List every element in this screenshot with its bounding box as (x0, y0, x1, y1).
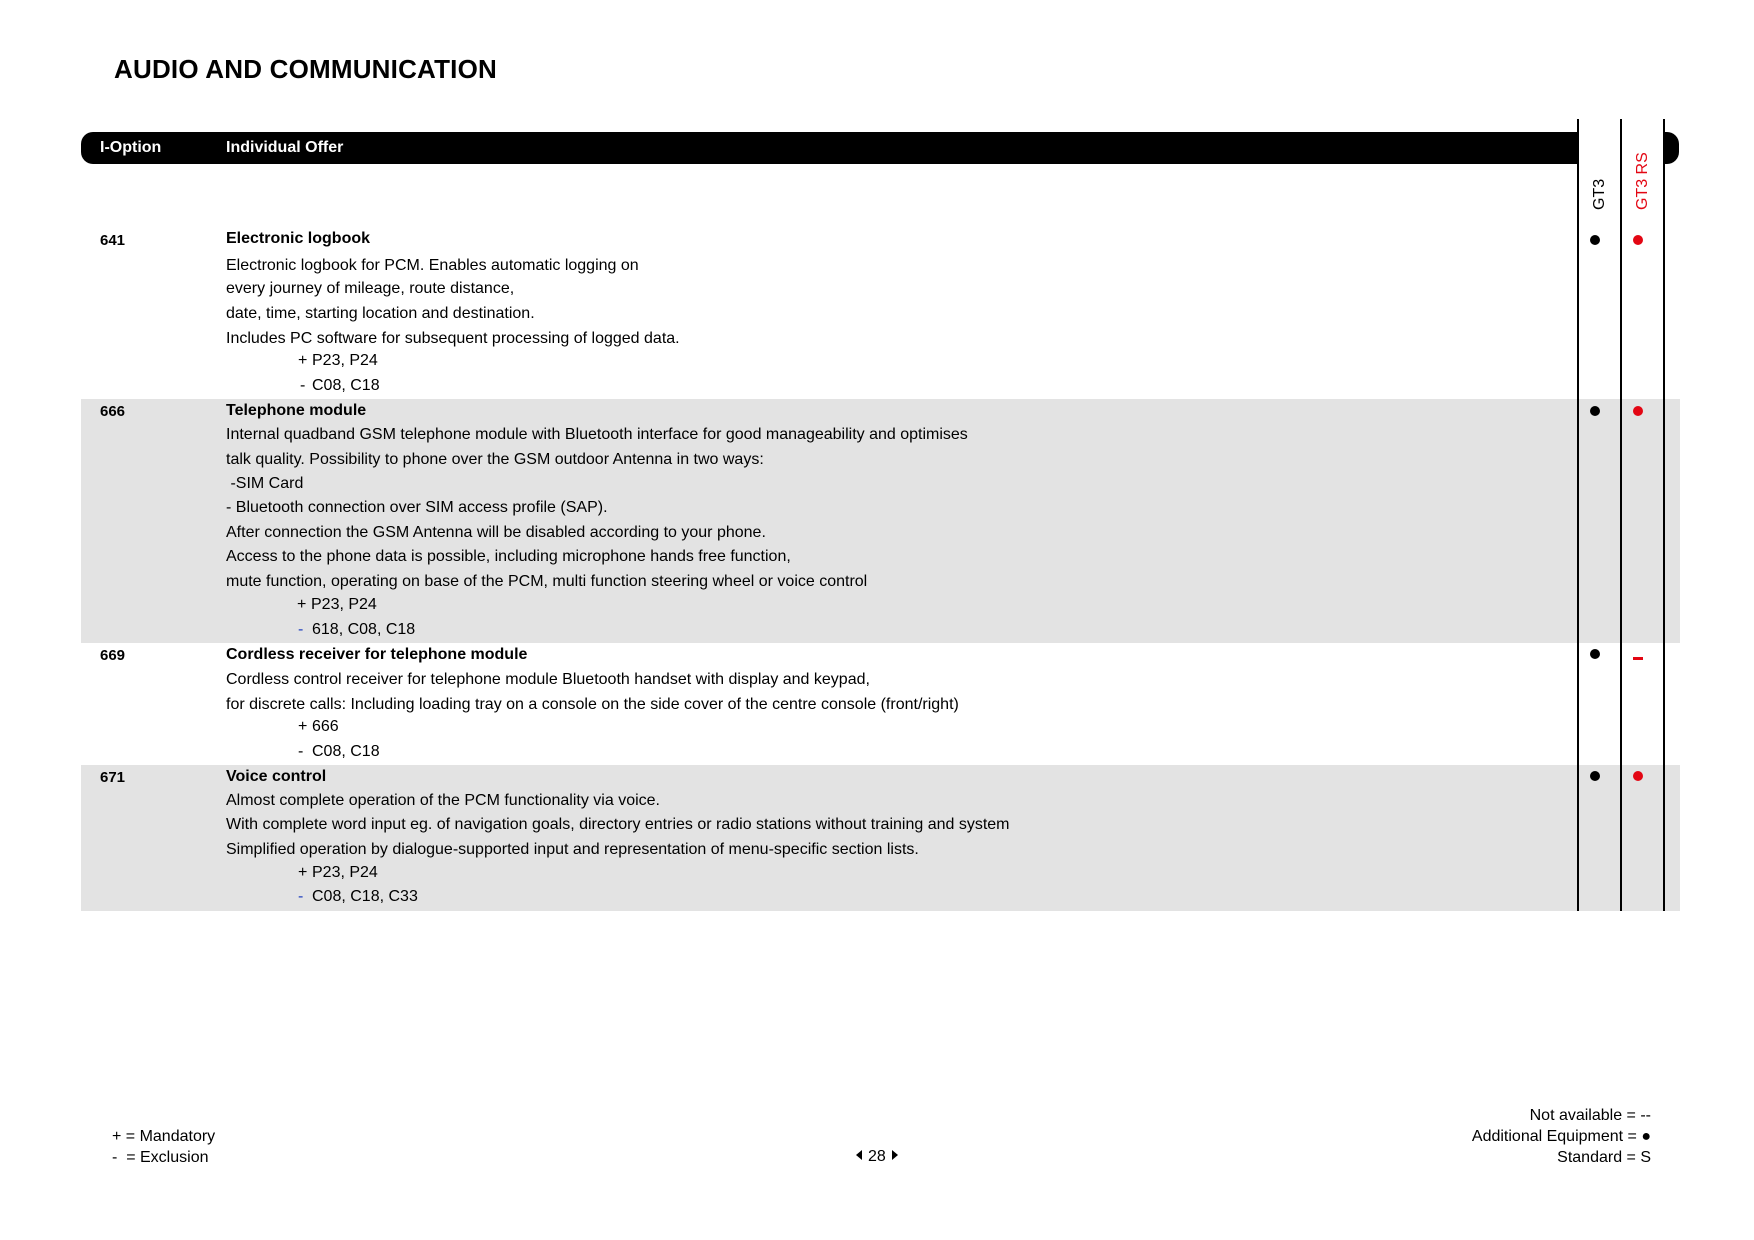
availability-gt3-dot (1590, 235, 1600, 245)
next-page-icon[interactable] (892, 1150, 898, 1160)
option-code: 641 (100, 232, 126, 249)
exclusion-line (300, 377, 380, 395)
exclusion-line (298, 888, 418, 906)
option-title: Voice control (226, 768, 327, 785)
mandatory-line (298, 864, 378, 882)
description-line: Access to the phone data is possible, including microphone hands free function, (226, 548, 791, 565)
description-line: for discrete calls: Including loading tray on a console on the side cover of the centre console (front/right) (226, 696, 959, 713)
mandatory-value: P23, P24 (311, 596, 377, 613)
exclusion-symbol: - (298, 621, 304, 638)
option-code: 671 (100, 769, 126, 786)
mandatory-value: P23, P24 (312, 864, 378, 881)
availability-gt3rs-dot (1633, 771, 1643, 781)
exclusion-line (298, 621, 415, 639)
mandatory-symbol: + (298, 864, 308, 881)
header-offer-label: Individual Offer (226, 139, 344, 156)
option-code: 666 (100, 403, 126, 420)
description-line: Simplified operation by dialogue-supported input and representation of menu-specific section lists. (226, 841, 919, 858)
column-divider (1620, 119, 1622, 911)
legend-additional-equipment: Additional Equipment = ● (1471, 1128, 1651, 1145)
pager (856, 1148, 898, 1166)
availability-gt3-dot (1590, 406, 1600, 416)
mandatory-symbol: + (298, 352, 308, 369)
option-title: Electronic logbook (226, 230, 371, 247)
availability-gt3rs-dot (1633, 235, 1643, 245)
description-line: Cordless control receiver for telephone module Bluetooth handset with display and keypad, (226, 671, 870, 688)
description-line: mute function, operating on base of the PCM, multi function steering wheel or voice control (226, 573, 868, 590)
exclusion-symbol: - (300, 377, 306, 394)
mandatory-line (298, 718, 339, 736)
exclusion-line (298, 743, 380, 761)
description-line: date, time, starting location and destination. (226, 305, 535, 322)
legend-exclusion: - = Exclusion (112, 1149, 209, 1166)
description-line: every journey of mileage, route distance, (226, 280, 515, 297)
mandatory-symbol: + (298, 718, 308, 735)
column-divider (1577, 119, 1579, 911)
mandatory-line (298, 352, 378, 370)
option-title: Telephone module (226, 402, 367, 419)
availability-gt3-dot (1590, 771, 1600, 781)
column-header-gt3rs: GT3 RS (1634, 152, 1651, 210)
exclusion-value: C08, C18 (312, 377, 380, 394)
page-number: 28 (868, 1148, 886, 1165)
exclusion-value: 618, C08, C18 (312, 621, 416, 638)
legend-standard: Standard = S (1557, 1149, 1651, 1166)
previous-page-icon[interactable] (856, 1150, 862, 1160)
availability-gt3rs-not-available-mark (1633, 657, 1643, 660)
description-line: Includes PC software for subsequent processing of logged data. (226, 330, 680, 347)
exclusion-symbol: - (298, 743, 304, 760)
page-title: AUDIO AND COMMUNICATION (114, 54, 498, 84)
description-line: With complete word input eg. of navigation goals, directory entries or radio stations without training and system (226, 816, 1010, 833)
mandatory-symbol: + (297, 596, 307, 613)
mandatory-value: P23, P24 (312, 352, 378, 369)
availability-gt3-dot (1590, 649, 1600, 659)
availability-gt3rs-dot (1633, 406, 1643, 416)
description-line: After connection the GSM Antenna will be disabled according to your phone. (226, 524, 766, 541)
option-code: 669 (100, 647, 126, 664)
option-title: Cordless receiver for telephone module (226, 646, 528, 663)
description-line: Electronic logbook for PCM. Enables automatic logging on (226, 257, 639, 274)
description-line: -SIM Card (226, 475, 304, 492)
legend-mandatory: + = Mandatory (112, 1128, 216, 1145)
exclusion-value: C08, C18 (312, 743, 380, 760)
column-header-gt3: GT3 (1591, 178, 1608, 210)
description-line: - Bluetooth connection over SIM access profile (SAP). (226, 499, 608, 516)
mandatory-line (297, 596, 377, 614)
column-divider (1663, 119, 1665, 911)
mandatory-value: 666 (312, 718, 339, 735)
header-option-label: I-Option (100, 139, 162, 156)
exclusion-value: C08, C18, C33 (312, 888, 418, 905)
description-line: Internal quadband GSM telephone module with Bluetooth interface for good manageability and optimises (226, 426, 968, 443)
description-line: Almost complete operation of the PCM functionality via voice. (226, 792, 660, 809)
exclusion-symbol: - (298, 888, 304, 905)
description-line: talk quality. Possibility to phone over the GSM outdoor Antenna in two ways: (226, 451, 764, 468)
legend-not-available: Not available = -- (1529, 1107, 1651, 1124)
